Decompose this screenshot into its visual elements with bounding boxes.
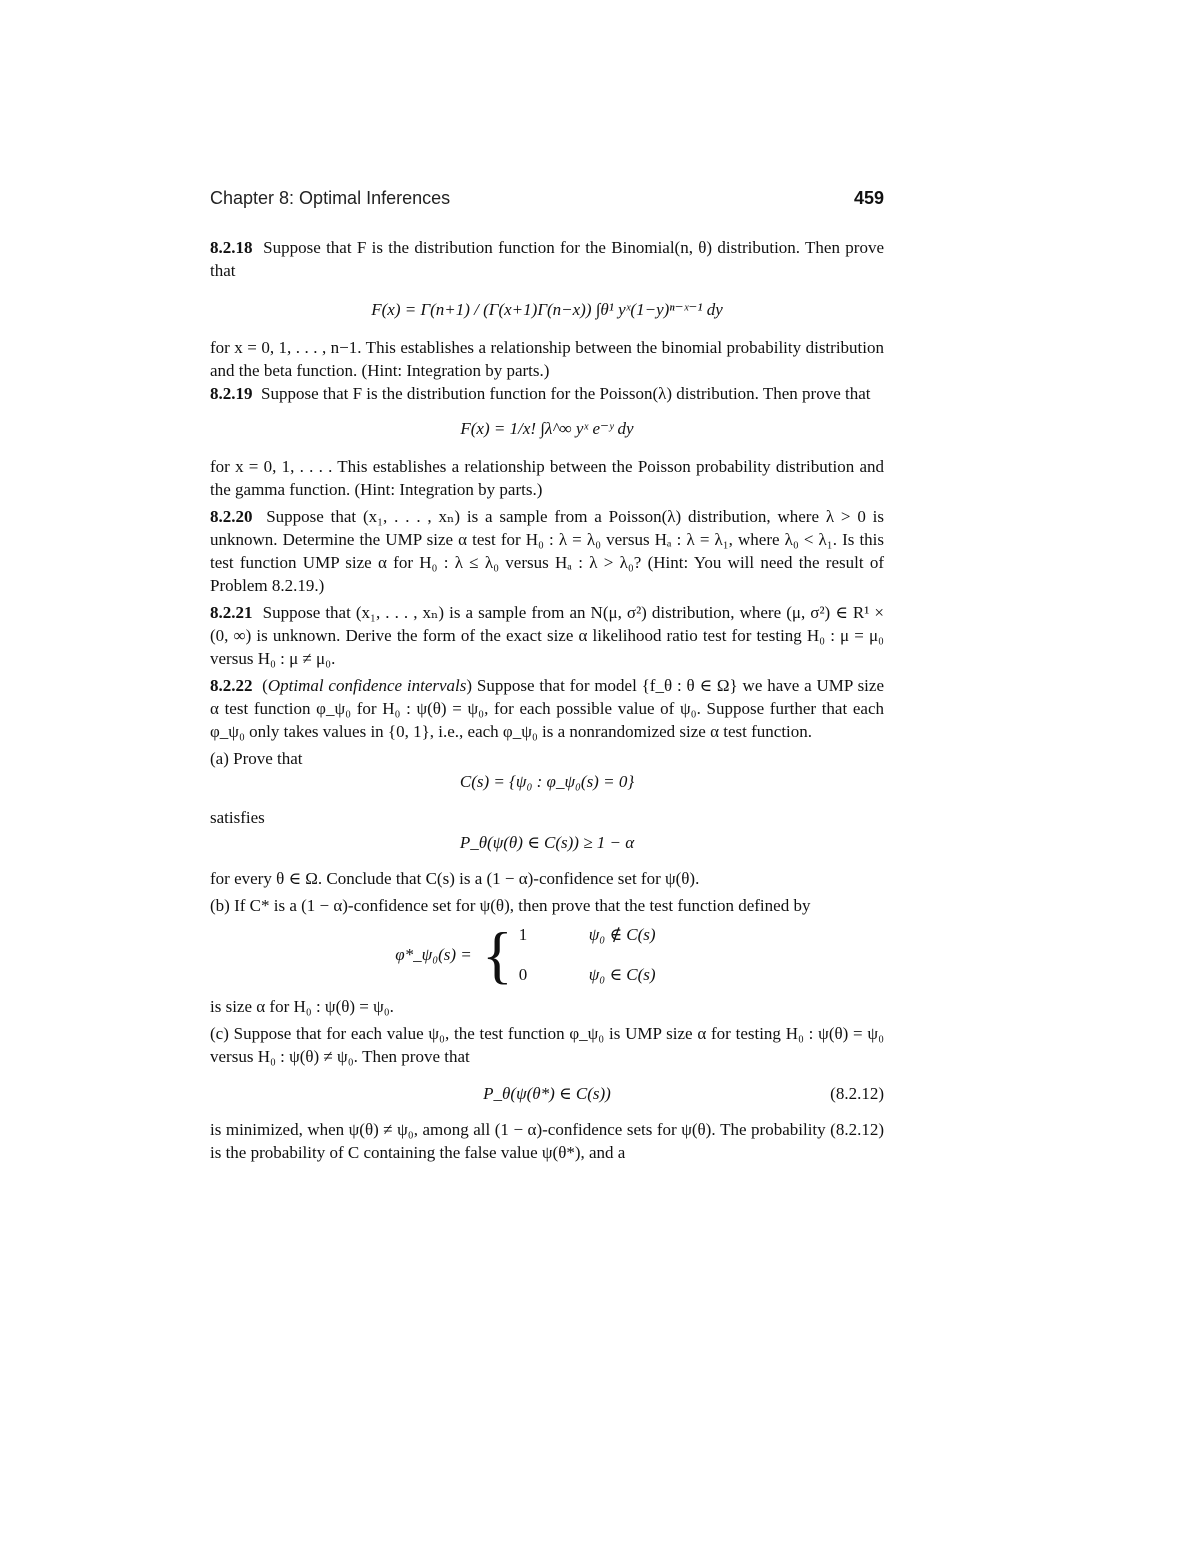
problem-text: Suppose that (x₁, . . . , xₙ) is a sample from an N(μ, σ²) distribution, where (μ, σ²) ∈ R¹ × (0, ∞) is unknown. Derive the form of the exact size α likelihood ratio test for testing H₀ : μ = μ₀ versus H₀ : μ ≠ μ₀. bbox=[210, 603, 885, 668]
problem-number: 8.2.22 bbox=[210, 676, 253, 695]
case-1-condition: ψ₀ ∉ C(s) bbox=[588, 925, 656, 944]
part-a-lead: (a) Prove that bbox=[210, 749, 303, 768]
equation-lhs: φ*_ψ₀(s) = bbox=[395, 945, 472, 964]
problem-text: Suppose that F is the distribution function for the Poisson(λ) distribution. Then prove that bbox=[261, 384, 871, 403]
equation-text: F(x) = 1/x! ∫λ^∞ yˣ e⁻ʸ dy bbox=[460, 419, 634, 438]
problem-8-2-18 bbox=[210, 236, 884, 282]
equation-confidence-set bbox=[210, 772, 884, 792]
problem-number: 8.2.19 bbox=[210, 384, 253, 403]
problem-8-2-21 bbox=[210, 601, 884, 670]
equation-false-coverage bbox=[210, 1084, 884, 1104]
problem-8-2-19 bbox=[210, 382, 884, 405]
part-b-after: is size α for H₀ : ψ(θ) = ψ₀. bbox=[210, 997, 394, 1016]
problem-text: Suppose that F is the distribution function for the Binomial(n, θ) distribution. Then prove that bbox=[210, 238, 884, 280]
cases-body bbox=[519, 925, 699, 985]
equation-text: C(s) = {ψ₀ : φ_ψ₀(s) = 0} bbox=[459, 772, 635, 791]
equation-binomial bbox=[210, 300, 884, 320]
page-number: 459 bbox=[853, 188, 884, 208]
problem-text: Suppose that for model {f_θ : θ ∈ Ω} we have a UMP size α test function φ_ψ₀ for H₀ : ψ(θ) = ψ₀, for each possible value of ψ₀. Suppose further that each φ_ψ₀ only takes values in {0, 1}, i.e., each φ_ψ₀ is a nonrandomized size α test function. bbox=[210, 676, 884, 741]
equation-poisson bbox=[210, 419, 884, 439]
problem-number: 8.2.18 bbox=[210, 238, 253, 257]
problem-number: 8.2.20 bbox=[210, 507, 253, 526]
equation-text: P_θ(ψ(θ*) ∈ C(s)) bbox=[483, 1084, 611, 1103]
problem-number: 8.2.21 bbox=[210, 603, 253, 622]
part-a-mid: satisfies bbox=[210, 808, 265, 827]
problem-8-2-22: 8.2.22 (Optimal confidence intervals) Suppose that for model {f_θ : θ ∈ Ω} we have a UMP size α test function φ_ψ₀ for H₀ : ψ(θ) = ψ₀, for each possible value of ψ₀. Suppose further that each φ_ψ₀ only takes values in {0, 1}, i.e., each φ_ψ₀ is a nonrandomized size α test function. bbox=[210, 676, 884, 741]
part-b-lead: (b) If C* is a (1 − α)-confidence set for ψ(θ), then prove that the test function defined by bbox=[210, 896, 811, 915]
page bbox=[210, 188, 884, 1164]
part-a-after: for every θ ∈ Ω. Conclude that C(s) is a (1 − α)-confidence set for ψ(θ). bbox=[210, 869, 700, 888]
problem-text: Suppose that (x₁, . . . , xₙ) is a sample from a Poisson(λ) distribution, where λ > 0 is unknown. Determine the UMP size α test for H₀ : λ = λ₀ versus Hₐ : λ = λ₁, where λ₀ < λ₁. Is this test function UMP size α for H₀ : λ ≤ λ₀ versus Hₐ : λ > λ₀? (Hint: You will need the result of Problem 8.2.19.) bbox=[210, 507, 885, 595]
problem-text-after: for x = 0, 1, . . . . This establishes a relationship between the Poisson probability distribution and the gamma function. (Hint: Integration by parts.) bbox=[210, 457, 884, 499]
problem-8-2-20 bbox=[210, 505, 884, 597]
case-2-condition: ψ₀ ∈ C(s) bbox=[588, 965, 656, 984]
equation-text: P_θ(ψ(θ) ∈ C(s)) ≥ 1 − α bbox=[459, 833, 635, 852]
cases-block bbox=[476, 919, 699, 990]
equation-test-function bbox=[210, 919, 884, 990]
equation-text: F(x) = Γ(n+1) / (Γ(x+1)Γ(n−x)) ∫θ¹ yˣ(1−y)ⁿ⁻ˣ⁻¹ dy bbox=[371, 300, 723, 319]
part-c-after: is minimized, when ψ(θ) ≠ ψ₀, among all (1 − α)-confidence sets for ψ(θ). The probability (8.2.12) is the probability of C containing the false value ψ(θ*), and a bbox=[210, 1120, 884, 1162]
problem-text-after: for x = 0, 1, . . . , n−1. This establishes a relationship between the binomial probability distribution and the beta function. (Hint: Integration by parts.) bbox=[210, 338, 884, 380]
left-brace: { bbox=[482, 919, 513, 990]
problem-title: Optimal confidence intervals bbox=[267, 676, 467, 695]
case-2-value: 0 bbox=[518, 965, 528, 984]
equation-number: (8.2.12) bbox=[830, 1084, 884, 1103]
part-c-lead: (c) Suppose that for each value ψ₀, the test function φ_ψ₀ is UMP size α for testing H₀ : ψ(θ) = ψ₀ versus H₀ : ψ(θ) ≠ ψ₀. Then prove that bbox=[210, 1024, 884, 1066]
chapter-title: Chapter 8: Optimal Inferences bbox=[210, 188, 451, 208]
page-header bbox=[210, 188, 884, 214]
case-1-value: 1 bbox=[518, 925, 528, 944]
equation-coverage bbox=[210, 833, 884, 853]
